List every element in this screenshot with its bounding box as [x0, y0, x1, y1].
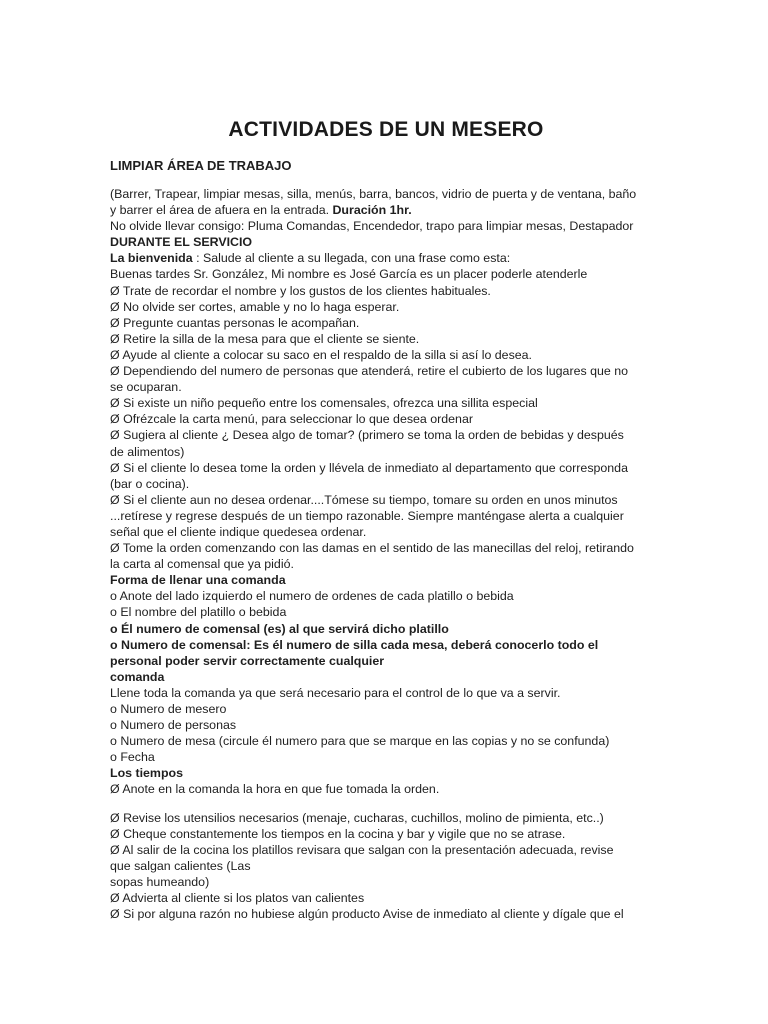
- line-text: Ø Revise los utensilios necesarios (menaje, cucharas, cuchillos, molino de pimienta, etc..): [110, 810, 604, 825]
- line-text: que salgan calientes (Las: [110, 858, 251, 873]
- text-line: [110, 524, 662, 540]
- line-text: Ø No olvide ser cortes, amable y no lo haga esperar.: [110, 299, 400, 314]
- line-text: Ø Al salir de la cocina los platillos revisara que salgan con la presentación adecuada, revise: [110, 842, 614, 857]
- line-text: Ø Cheque constantemente los tiempos en la cocina y bar y vigile que no se atrase.: [110, 826, 566, 841]
- text-line: [110, 411, 662, 427]
- bold-line: [110, 637, 662, 653]
- text-line: [110, 874, 662, 890]
- line-text: o Numero de comensal: Es él numero de silla cada mesa, deberá conocerlo todo el: [110, 637, 599, 652]
- line-text: Ø Si por alguna razón no hubiese algún producto Avise de inmediato al cliente y dígale que el: [110, 907, 624, 922]
- section-heading: LIMPIAR ÁREA DE TRABAJO: [110, 158, 292, 173]
- document-body: [110, 186, 662, 922]
- text-line: [110, 444, 662, 460]
- line-text: Ø Si el cliente lo desea tome la orden y llévela de inmediato al departamento que corresponda: [110, 460, 628, 475]
- text-line: [110, 395, 662, 411]
- line-text: Ø Anote en la comanda la hora en que fue tomada la orden.: [110, 782, 440, 797]
- text-line: [110, 810, 662, 826]
- line-text: Ø Si existe un niño pequeño entre los comensales, ofrezca una sillita especial: [110, 396, 538, 411]
- line-text: Ø Sugiera al cliente ¿ Desea algo de tomar? (primero se toma la orden de bebidas y después: [110, 428, 624, 443]
- text-line: [110, 717, 662, 733]
- line-text: Los tiempos: [110, 766, 183, 781]
- text-line: [110, 540, 662, 556]
- text-line: [110, 588, 662, 604]
- text-line: [110, 427, 662, 443]
- text-line: [110, 781, 662, 797]
- line-text: DURANTE EL SERVICIO: [110, 235, 253, 250]
- line-text: o Anote del lado izquierdo el numero de ordenes de cada platillo o bebida: [110, 589, 514, 604]
- text-line: [110, 315, 662, 331]
- line-text: se ocuparan.: [110, 380, 182, 395]
- line-text: o Numero de mesa (circule él numero para que se marque en las copias y no se confunda): [110, 734, 610, 749]
- line-text: Llene toda la comanda ya que será necesario para el control de lo que va a servir.: [110, 685, 561, 700]
- text-line: [110, 733, 662, 749]
- text-line: [110, 685, 662, 701]
- line-text: Ø Ofrézcale la carta menú, para seleccionar lo que desea ordenar: [110, 412, 473, 427]
- line-text: Ø Tome la orden comenzando con las damas en el sentido de las manecillas del reloj, retirando: [110, 541, 634, 556]
- text-line: [110, 858, 662, 874]
- text-line: [110, 202, 662, 218]
- line-text: : Salude al cliente a su llegada, con una frase como esta:: [192, 251, 511, 266]
- line-text: No olvide llevar consigo: Pluma Comandas, Encendedor, trapo para limpiar mesas, Destapador: [110, 219, 634, 234]
- bold-line: [110, 621, 662, 637]
- text-line: [110, 347, 662, 363]
- text-line: [110, 492, 662, 508]
- text-line: [110, 379, 662, 395]
- line-text: (Barrer, Trapear, limpiar mesas, silla, menús, barra, bancos, vidrio de puerta y de ventana, baño: [110, 187, 637, 201]
- line-text: y barrer el área de afuera en la entrada.: [110, 203, 333, 218]
- line-text: Ø Pregunte cuantas personas le acompañan.: [110, 315, 360, 330]
- line-text: Forma de llenar una comanda: [110, 573, 286, 588]
- text-line: [110, 331, 662, 347]
- line-text: la carta al comensal que ya pidió.: [110, 557, 294, 572]
- line-text: o Numero de mesero: [110, 702, 227, 716]
- line-text: Ø Dependiendo del numero de personas que atenderá, retire el cubierto de los lugares que no: [110, 364, 628, 379]
- paragraph-gap: [110, 798, 662, 810]
- bold-line: [110, 234, 662, 250]
- line-text: o Numero de personas: [110, 718, 237, 733]
- text-line: [110, 749, 662, 765]
- bold-label: Duración 1hr.: [332, 203, 412, 218]
- line-text: comanda: [110, 669, 165, 684]
- text-line: [110, 186, 662, 202]
- line-text: Ø Ayude al cliente a colocar su saco en el respaldo de la silla si así lo desea.: [110, 347, 532, 362]
- line-text: Buenas tardes Sr. González, Mi nombre es José García es un placer poderle atenderle: [110, 267, 588, 282]
- bold-line: [110, 572, 662, 588]
- line-text: o El nombre del platillo o bebida: [110, 605, 287, 620]
- bold-label: La bienvenida: [110, 251, 193, 266]
- text-line: [110, 890, 662, 906]
- line-text: personal poder servir correctamente cualquier: [110, 653, 385, 668]
- line-text: o Fecha: [110, 750, 155, 765]
- line-text: Ø Trate de recordar el nombre y los gustos de los clientes habituales.: [110, 283, 491, 298]
- bold-line: [110, 653, 662, 669]
- text-line: [110, 283, 662, 299]
- text-line: [110, 266, 662, 282]
- text-line: [110, 826, 662, 842]
- text-line: [110, 906, 662, 922]
- line-text: sopas humeando): [110, 874, 210, 889]
- text-line: [110, 604, 662, 620]
- text-line: [110, 476, 662, 492]
- text-line: [110, 460, 662, 476]
- line-text: (bar o cocina).: [110, 476, 190, 491]
- bold-line: [110, 765, 662, 781]
- line-text: Ø Advierta al cliente si los platos van calientes: [110, 891, 365, 906]
- line-text: o Él numero de comensal (es) al que servirá dicho platillo: [110, 621, 449, 636]
- text-line: [110, 556, 662, 572]
- line-text: señal que el cliente indique quedesea ordenar.: [110, 524, 367, 539]
- text-line: [110, 508, 662, 524]
- text-line: [110, 218, 662, 234]
- text-line: [110, 250, 662, 266]
- text-line: [110, 299, 662, 315]
- line-text: Ø Retire la silla de la mesa para que el cliente se siente.: [110, 331, 420, 346]
- line-text: de alimentos): [110, 444, 185, 459]
- bold-line: [110, 669, 662, 685]
- document-title: ACTIVIDADES DE UN MESERO: [228, 118, 544, 141]
- text-line: [110, 363, 662, 379]
- text-line: [110, 701, 662, 717]
- line-text: ...retírese y regrese después de un tiempo razonable. Siempre manténgase alerta a cualquier: [110, 508, 624, 523]
- text-line: [110, 842, 662, 858]
- line-text: Ø Si el cliente aun no desea ordenar....Tómese su tiempo, tomare su orden en unos minutos: [110, 492, 618, 507]
